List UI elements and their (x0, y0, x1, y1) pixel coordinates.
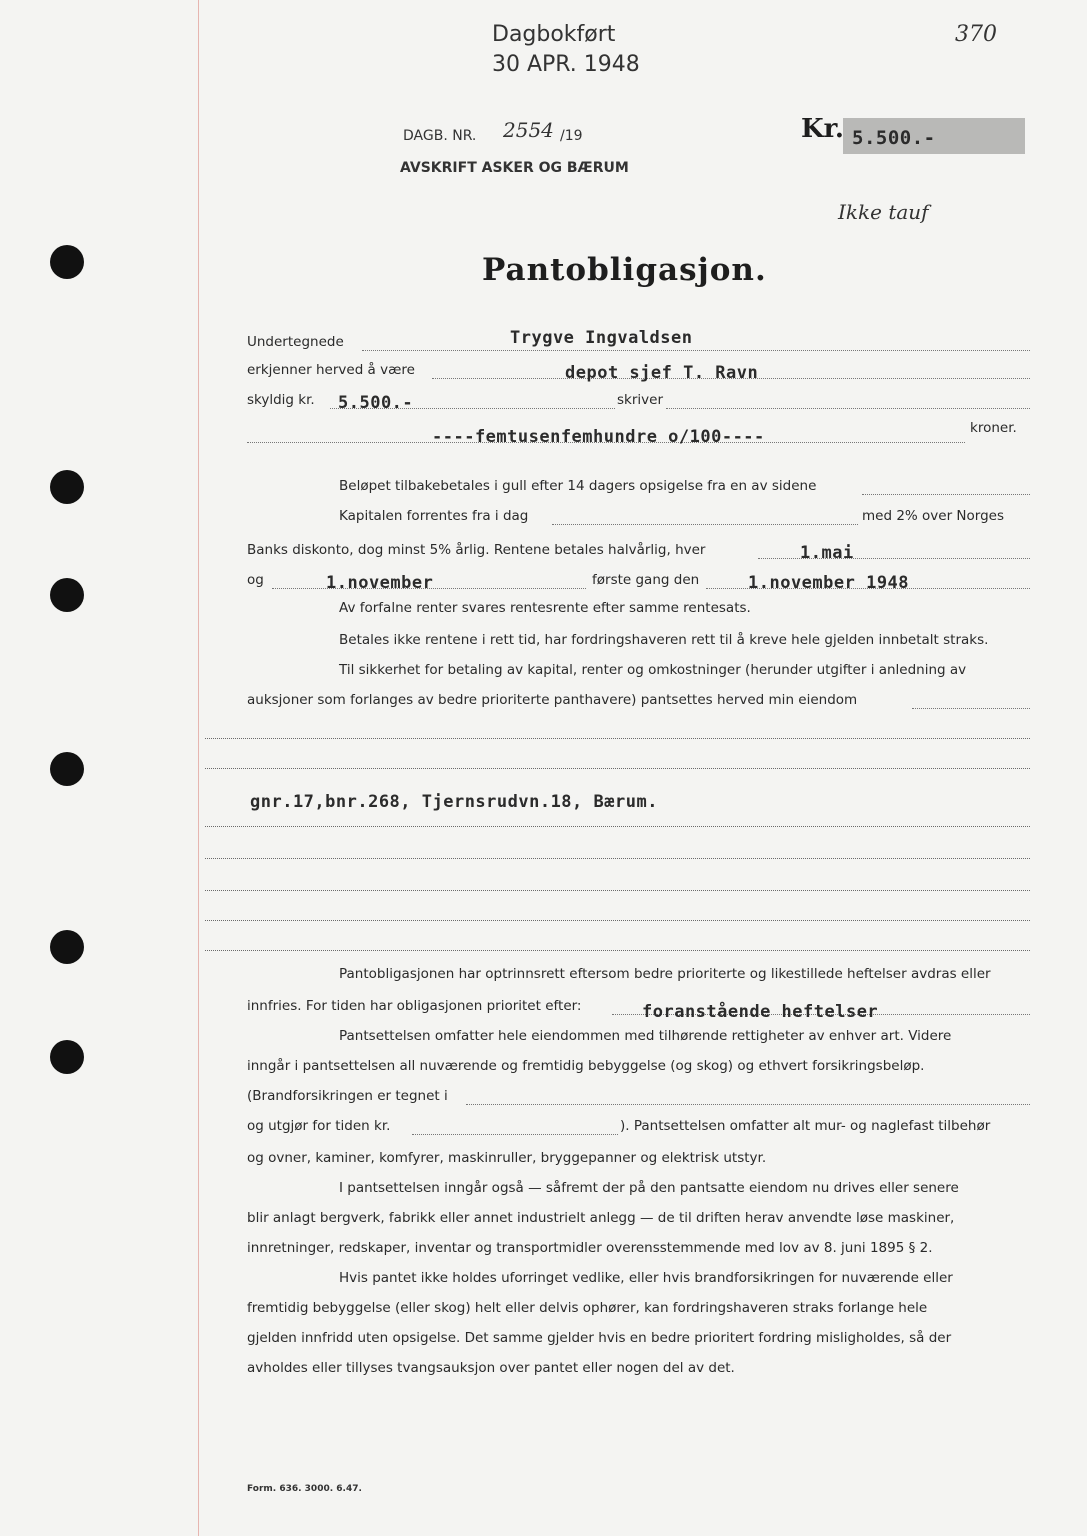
property-line (205, 920, 1030, 921)
undertegnede-value: Trygve Ingvaldsen (510, 328, 693, 348)
fill-line (912, 708, 1030, 709)
property-line (205, 950, 1030, 951)
skyldig-label: skyldig kr. (247, 392, 315, 408)
kr-amount: 5.500.- (852, 127, 936, 149)
amount-in-words: ----femtusenfemhundre o/100---- (432, 427, 765, 447)
property-line (205, 768, 1030, 769)
fill-line (552, 524, 858, 525)
fill-line (466, 1104, 1030, 1105)
priority-line-7: og ovner, kaminer, komfyrer, maskinruller, bryggepanner og elektrisk utstyr. (247, 1150, 767, 1166)
property-description: gnr.17,bnr.268, Tjernsrudvn.18, Bærum. (250, 792, 658, 812)
page-number: 370 (955, 22, 997, 47)
body-line-2a: Kapitalen forrentes fra i dag (339, 508, 529, 524)
body-line-6: Betales ikke rentene i rett tid, har fordringshaveren rett til å kreve hele gjelden innbetalt straks. (339, 632, 989, 648)
priority-line-8: I pantsettelsen inngår også — såfremt der på den pantsatte eiendom nu drives eller senere (339, 1180, 959, 1196)
form-number: Form. 636. 3000. 6.47. (247, 1484, 362, 1494)
fill-line (362, 350, 1030, 351)
body-line-7: Til sikkerhet for betaling av kapital, renter og omkostninger (herunder utgifter i anledning av (339, 662, 967, 678)
body-line-3: Banks diskonto, dog minst 5% årlig. Rentene betales halvårlig, hver (247, 542, 706, 558)
rent-date-2: 1.november (326, 573, 434, 593)
stamp-dagbokfort: Dagbokført (492, 22, 616, 47)
priority-line-10: innretninger, redskaper, inventar og transportmidler overensstemmende med lov av 8. juni 1895 § 2. (247, 1240, 933, 1256)
priority-line-9: blir anlagt bergverk, fabrikk eller annet industrielt anlegg — de til driften herav anvendte løse maskiner, (247, 1210, 955, 1226)
priority-line-14: avholdes eller tillyses tvangsauksjon over pantet eller nogen del av det. (247, 1360, 735, 1376)
marginal-signature: Ikke tauf (838, 200, 929, 224)
priority-line-4: inngår i pantsettelsen all nuværende og fremtidig bebyggelse (og skog) og ethvert forsikringsbeløp. (247, 1058, 925, 1074)
document-title: Pantobligasjon. (482, 252, 767, 288)
body-line-1: Beløpet tilbakebetales i gull efter 14 dagers opsigelse fra en av sidene (339, 478, 817, 494)
priority-line-5: (Brandforsikringen er tegnet i (247, 1088, 448, 1104)
body-line-8: auksjoner som forlanges av bedre prioriterte panthavere) pantsettes herved min eiendom (247, 692, 858, 708)
stamp-date: 30 APR. 1948 (492, 52, 640, 77)
punch-hole (50, 752, 84, 786)
priority-line-13: gjelden innfridd uten opsigelse. Det samme gjelder hvis en bedre prioritert fordring misligholdes, så der (247, 1330, 952, 1346)
priority-line-12: fremtidig bebyggelse (eller skog) helt eller delvis ophører, kan fordringshaveren straks forlange hele (247, 1300, 928, 1316)
priority-line-3: Pantsettelsen omfatter hele eiendommen med tilhørende rettigheter av enhver art. Videre (339, 1028, 952, 1044)
priority-value: foranstående heftelser (642, 1002, 879, 1022)
undertegnede-label: Undertegnede (247, 334, 344, 350)
erkjenner-value: depot sjef T. Ravn (565, 363, 759, 383)
fill-line (758, 558, 1030, 559)
body-line-4a: og (247, 572, 264, 588)
priority-line-6b: ). Pantsettelsen omfatter alt mur- og naglefast tilbehør (620, 1118, 991, 1134)
rent-date-1: 1.mai (800, 543, 854, 563)
skyldig-value: 5.500.- (338, 393, 414, 413)
kr-label: Kr. (801, 114, 844, 144)
property-line (205, 890, 1030, 891)
first-payment-date: 1.november 1948 (748, 573, 910, 593)
margin-rule (198, 0, 199, 1536)
priority-line-11: Hvis pantet ikke holdes uforringet vedlike, eller hvis brandforsikringen for nuværende eller (339, 1270, 953, 1286)
priority-line-6a: og utgjør for tiden kr. (247, 1118, 391, 1134)
punch-hole (50, 578, 84, 612)
body-line-4b: første gang den (592, 572, 700, 588)
kroner-label: kroner. (970, 420, 1017, 436)
fill-line (666, 408, 1030, 409)
erkjenner-label: erkjenner herved å være (247, 362, 415, 378)
dagb-number: 2554 (503, 118, 554, 142)
avskrift-stamp: AVSKRIFT ASKER OG BÆRUM (400, 160, 629, 176)
punch-hole (50, 1040, 84, 1074)
punch-hole (50, 245, 84, 279)
priority-line-2: innfries. For tiden har obligasjonen prioritet efter: (247, 998, 582, 1014)
property-line (205, 738, 1030, 739)
punch-hole (50, 930, 84, 964)
punch-hole (50, 470, 84, 504)
body-line-5: Av forfalne renter svares rentesrente efter samme rentesats. (339, 600, 751, 616)
fill-line (412, 1134, 618, 1135)
body-line-2b: med 2% over Norges (862, 508, 1005, 524)
fill-line (862, 494, 1030, 495)
property-line (205, 826, 1030, 827)
dagb-suffix: /19 (560, 128, 583, 144)
property-line (205, 858, 1030, 859)
skriver-label: skriver (617, 392, 663, 408)
dagb-label: DAGB. NR. (403, 128, 477, 144)
priority-line-1: Pantobligasjonen har optrinnsrett eftersom bedre prioriterte og likestillede heftelser avdras eller (339, 966, 991, 982)
